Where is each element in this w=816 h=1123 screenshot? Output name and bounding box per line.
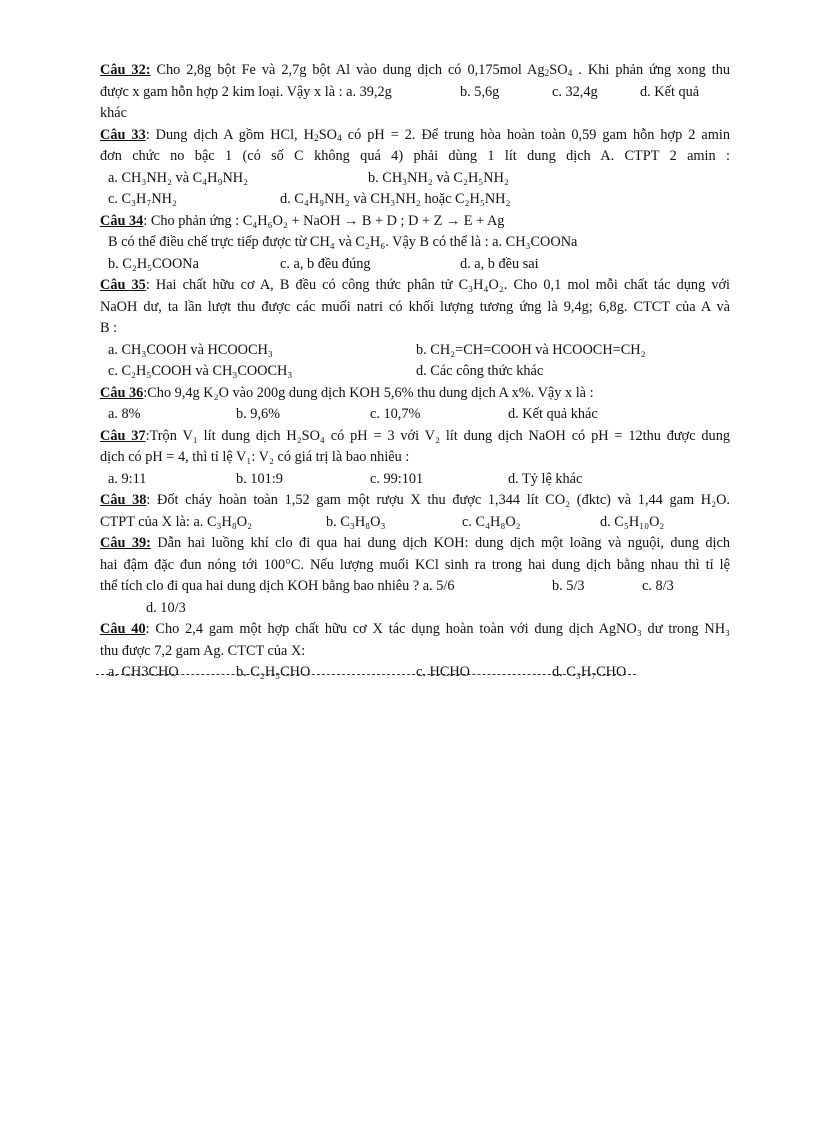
- q37-line1: [100, 426, 730, 448]
- q32-line3: khác: [100, 105, 127, 121]
- q39-label: Câu 39:: [100, 535, 151, 551]
- q32-option-b: b. 5,6g: [460, 83, 500, 100]
- q35-options-cd: [100, 361, 730, 383]
- q38-text1: : Đốt cháy hoàn toàn 1,52 gam một rượu X thu được 1,344 lít CO₂ (đktc) và 1,44 gam H₂O.: [146, 492, 730, 508]
- q35-line2: NaOH dư, ta lần lượt thu được các muối natri có khối lượng tương ứng là 9,4g; 6,8g. CTCT của A và: [100, 298, 730, 315]
- q40-line2: thu được 7,2 gam Ag. CTCT của X:: [100, 642, 306, 659]
- q40-line1: [100, 619, 730, 641]
- q37-option-b: b. 101:9: [236, 470, 283, 487]
- q38-line1: [100, 490, 730, 512]
- q39-text1: Dẫn hai luồng khí clo đi qua hai dung dịch KOH: dung dịch một loãng và nguội, dung dịch: [150, 535, 731, 551]
- q36-text1: :Cho 9,4g K₂O vào 200g dung dịch KOH 5,6% thu dung dịch A x%. Vậy x là :: [143, 384, 594, 401]
- q38-option-c: c. C₄H₈O₂: [462, 513, 521, 530]
- q35-option-d: d. Các công thức khác: [416, 363, 544, 379]
- q33-options-ab: [100, 168, 730, 190]
- q35-line3: B :: [100, 320, 118, 336]
- q37-text1: :Trộn V₁ lít dung dịch H₂SO₄ có pH = 3 với V₂ lít dung dịch NaOH có pH = 12thu được dung: [145, 427, 731, 444]
- q35-line1: [100, 275, 730, 297]
- q35-label: Câu 35: [100, 277, 146, 293]
- q36-option-b: b. 9,6%: [236, 406, 281, 422]
- q33-option-b: b. CH₃NH₂ và C₂H₅NH₂: [368, 169, 509, 186]
- q36-label: Câu 36: [100, 384, 144, 401]
- q33-option-c: c. C₃H₇NH₂: [108, 191, 177, 207]
- q38-option-d: d. C₅H₁₀O₂: [600, 513, 665, 530]
- q35-option-b: b. CH₂=CH=COOH và HCOOCH=CH₂: [416, 341, 646, 358]
- q40-options: [100, 662, 730, 684]
- q36-option-c: c. 10,7%: [370, 406, 421, 422]
- q33-text1c: có pH = 2. Để trung hòa hoàn toàn 0,59 gam hỗn hợp 2 amin: [341, 126, 730, 143]
- q34-text1: : Cho phản ứng : C₄H₆O₂ + NaOH → B + D ; D + Z → E + Ag: [143, 212, 505, 229]
- document-page: [100, 60, 730, 684]
- q38-text2: CTPT của X là: a. C₃H₈O₂: [100, 513, 253, 530]
- q37-label: Câu 37: [100, 427, 146, 444]
- q35-option-a: a. CH₃COOH và HCOOCH₃: [108, 341, 273, 358]
- q33-text1b: SO: [318, 126, 337, 143]
- q33-text1: : Dung dịch A gồm HCl, H: [145, 126, 314, 143]
- q32-text1b: SO: [549, 62, 568, 78]
- q36-line1: [100, 383, 730, 405]
- q39-line3: [100, 576, 730, 598]
- q33-line2: đơn chức no bậc 1 (có số C không quá 4) phải dùng 1 lít dung dịch A. CTPT 2 amin :: [100, 148, 730, 164]
- q39-option-c: c. 8/3: [642, 578, 674, 594]
- q33-options-cd: [100, 189, 730, 211]
- q37-line2: dịch có pH = 4, thì tỉ lệ V₁: V₂ có giá trị là bao nhiêu :: [100, 449, 410, 465]
- q32-option-d: d. Kết quả: [640, 83, 700, 100]
- q36-option-d: d. Kết quả khác: [508, 406, 598, 422]
- q39-line2: hai đậm đặc đun nóng tới 100°C. Nếu lượng muối KCl sinh ra trong hai dung dịch bằng nhau thì tỉ lệ: [100, 556, 730, 573]
- q40-label: Câu 40: [100, 621, 146, 637]
- end-separator-line: [96, 674, 636, 675]
- q35-options-ab: [100, 340, 730, 362]
- q37-options: [100, 469, 730, 491]
- q40-option-b: b. C₂H₅CHO: [236, 664, 311, 680]
- q32-text1c: . Khi phản ứng xong thu: [572, 62, 731, 78]
- q33-label: Câu 33: [100, 126, 146, 143]
- q32-option-c: c. 32,4g: [552, 83, 598, 100]
- q37-option-c: c. 99:101: [370, 470, 424, 487]
- q40-text1: : Cho 2,4 gam một hợp chất hữu cơ X tác dụng hoàn toàn với dung dịch AgNO₃ dư trong NH₃: [145, 621, 730, 637]
- q39-text3: thể tích clo đi qua hai dung dịch KOH bằng bao nhiêu ? a. 5/6: [100, 578, 455, 594]
- q34-option-c: c. a, b đều đúng: [280, 255, 371, 272]
- q34-option-d: d. a, b đều sai: [460, 255, 539, 272]
- q32-line2: [100, 82, 730, 104]
- q38-option-b: b. C₃H₈O₃: [326, 513, 386, 530]
- q34-line1: [100, 211, 730, 233]
- q38-label: Câu 38: [100, 492, 147, 508]
- q39-line4: [100, 598, 730, 620]
- q36-options: [100, 404, 730, 426]
- q39-line1: [100, 533, 730, 555]
- q40-option-a: a. CH3CHO: [108, 664, 179, 680]
- q39-option-d: d. 10/3: [146, 599, 186, 616]
- q32-label: Câu 32:: [100, 62, 151, 78]
- q34-line2: B có thể điều chế trực tiếp được từ CH₄ và C₂H₆. Vậy B có thể là : a. CH₃COONa: [108, 234, 578, 250]
- q40-option-c: c. HCHO: [416, 664, 471, 680]
- q33-option-a: a. CH₃NH₂ và C₄H₉NH₂: [108, 169, 249, 186]
- q39-option-b: b. 5/3: [552, 578, 585, 594]
- q32-line1: Câu 32: Cho 2,8g bột Fe và 2,7g bột Al vào dung dịch có 0,175mol $Ag_2SO_4$ . Khi phản ứng xong thu: [100, 62, 731, 79]
- q33-option-d: d. C₄H₉NH₂ và CH₃NH₂ hoặc C₂H₅NH₂: [280, 191, 511, 207]
- q34-label: Câu 34: [100, 212, 144, 229]
- q37-option-d: d. Tỷ lệ khác: [508, 470, 583, 487]
- q33-line1: Câu 33: Dung dịch A gồm HCl, $H_2SO_4$ có pH = 2. Để trung hòa hoàn toàn 0,59 gam hỗn hợp 2 amin: [100, 126, 730, 144]
- q37-option-a: a. 9:11: [108, 470, 147, 487]
- q34-option-b: b. C₂H₅COONa: [108, 255, 199, 272]
- q35-option-c: c. C₂H₅COOH và CH₃COOCH₃: [108, 363, 293, 379]
- q32-text1: Cho 2,8g bột Fe và 2,7g bột Al vào dung dịch có 0,175mol Ag: [150, 62, 545, 78]
- q38-line2: [100, 512, 730, 534]
- q34-options: [100, 254, 730, 276]
- q40-option-d: d. C₃H₇CHO: [552, 664, 627, 680]
- q32-text2: được x gam hỗn hợp 2 kim loại. Vậy x là : a. 39,2g: [100, 83, 392, 100]
- q36-option-a: a. 8%: [108, 406, 141, 422]
- q35-text1: : Hai chất hữu cơ A, B đều có công thức phân tử C₃H₄O₂. Cho 0,1 mol mỗi chất tác dụng với: [145, 277, 730, 293]
